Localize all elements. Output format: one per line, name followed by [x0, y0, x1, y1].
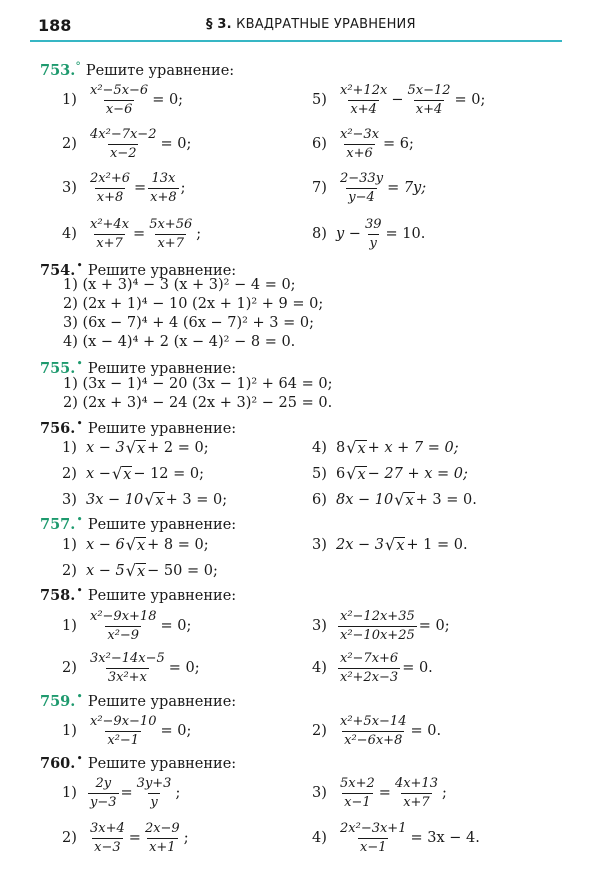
- problem-757-item-1: 1) x − 6 √ x + 8 = 0;: [62, 535, 209, 554]
- problem-755-header: [40, 357, 236, 377]
- problem-instruction: Решите уравнение:: [85, 63, 235, 79]
- problem-753-item-3: 3) $\frac{\text{2x²+6}}{x+8}$ = $\frac{13x}{x+8}$ ;: [62, 170, 186, 205]
- problem-756-item-5: 5) 6 √ x − 27 + x = 0;: [312, 464, 468, 483]
- problem-753-item-5: 5) $\frac{\text{x²+12x}}{x+4}$ − $\frac{5x-12}{x+4}$ = 0;: [312, 82, 486, 117]
- problem-756-item-6: 6) 8x − 10 √ x + 3 = 0.: [312, 490, 477, 509]
- problem-instruction: Решите уравнение:: [87, 694, 237, 710]
- problem-758-item-3: 3) $\frac{\text{x²−12x+35}}{\text{x²−10x+25}}$ = 0;: [312, 608, 450, 643]
- problem-753-item-2: 2) $\frac{\text{4x²−7x−2}}{x-2}$ = 0;: [62, 126, 192, 161]
- problem-755-item-2: 2) (2x + 3)⁴ − 24 (2x + 3)² − 25 = 0.: [63, 395, 333, 411]
- problem-instruction: Решите уравнение:: [87, 517, 237, 533]
- problem-number: 758.: [40, 587, 76, 604]
- problem-mark: °: [75, 60, 81, 73]
- problem-754-item-2: 2) (2x + 1)⁴ − 10 (2x + 1)² + 9 = 0;: [63, 296, 324, 312]
- problem-number: 757.: [40, 516, 76, 533]
- problem-760-header: [40, 752, 236, 772]
- problem-756-item-4: 4) 8 √ x + x + 7 = 0;: [312, 438, 459, 457]
- problem-756-item-3: 3) 3x − 10 √ x + 3 = 0;: [62, 490, 228, 509]
- problem-instruction: Решите уравнение:: [87, 588, 237, 604]
- page-number: 188: [38, 16, 72, 35]
- problem-760-item-4: 4) $\frac{\text{2x²−3x+1}}{x-1}$ = 3x − 4.: [312, 820, 480, 855]
- problem-number: 753.: [40, 62, 76, 79]
- problem-757-item-2: 2) x − 5 √ x − 50 = 0;: [62, 561, 218, 580]
- problem-757-item-3: 3) 2x − 3 √ x + 1 = 0.: [312, 535, 468, 554]
- problem-759-item-2: 2) $\frac{\text{x²+5x−14}}{\text{x²−6x+8}}$ = 0.: [312, 713, 442, 748]
- problem-mark: •: [76, 513, 83, 526]
- problem-753-item-4: 4) $\frac{\text{x²+4x}}{x+7}$ = $\frac{5x+56}{x+7}$ ;: [62, 216, 202, 251]
- problem-mark: •: [76, 584, 83, 597]
- problem-756-header: [40, 417, 236, 437]
- problem-755-item-1: 1) (3x − 1)⁴ − 20 (3x − 1)² + 64 = 0;: [63, 376, 333, 392]
- problem-number: 760.: [40, 755, 76, 772]
- section-title-text: КВАДРАТНЫЕ УРАВНЕНИЯ: [236, 17, 416, 32]
- header-rule: [30, 40, 562, 42]
- problem-753-item-8: 8) y − $\frac{39}{y}$ = 10.: [312, 216, 426, 251]
- problem-754-item-3: 3) (6x − 7)⁴ + 4 (6x − 7)² + 3 = 0;: [63, 315, 315, 331]
- section-mark: § 3.: [206, 17, 232, 32]
- problem-mark: •: [76, 259, 83, 272]
- problem-760-item-1: 1) $\frac{2y}{y-3}$ = $\frac{3y+3}{y}$ ;: [62, 775, 181, 810]
- problem-mark: •: [76, 752, 83, 765]
- problem-number: 754.: [40, 262, 76, 279]
- section-title: [206, 17, 416, 32]
- problem-758-item-2: 2) $\frac{\text{3x²−14x−5}}{\text{3x²+x}}$ = 0;: [62, 650, 200, 685]
- problem-756-item-2: 2) x − √ x − 12 = 0;: [62, 464, 205, 483]
- problem-758-item-1: 1) $\frac{\text{x²−9x+18}}{\text{x²−9}}$ = 0;: [62, 608, 192, 643]
- page-header: [30, 14, 562, 42]
- problem-mark: •: [76, 357, 83, 370]
- problem-756-item-1: 1) x − 3 √ x + 2 = 0;: [62, 438, 209, 457]
- problem-mark: •: [76, 417, 83, 430]
- problem-759-item-1: 1) $\frac{\text{x²−9x−10}}{\text{x²−1}}$ = 0;: [62, 713, 192, 748]
- problem-757-header: [40, 513, 236, 533]
- problem-number: 756.: [40, 420, 76, 437]
- problem-instruction: Решите уравнение:: [87, 361, 237, 377]
- problem-753-header: [40, 60, 234, 79]
- problem-instruction: Решите уравнение:: [87, 263, 237, 279]
- problem-760-item-2: 2) $\frac{3x+4}{x-3}$ = $\frac{2x-9}{x+1}$ ;: [62, 820, 189, 855]
- problem-753-item-7: 7) $\frac{2-33y}{y-4}$ = 7y;: [312, 170, 427, 205]
- problem-instruction: Решите уравнение:: [87, 756, 237, 772]
- problem-758-item-4: 4) $\frac{\text{x²−7x+6}}{\text{x²+2x−3}}$ = 0.: [312, 650, 433, 685]
- problem-754-item-1: 1) (x + 3)⁴ − 3 (x + 3)² − 4 = 0;: [63, 277, 296, 293]
- problem-753-item-1: 1) $\frac{\text{x²−5x−6}}{x-6}$ = 0;: [62, 82, 184, 117]
- problem-mark: •: [76, 690, 83, 703]
- problem-instruction: Решите уравнение:: [87, 421, 237, 437]
- problem-number: 755.: [40, 360, 76, 377]
- problem-number: 759.: [40, 693, 76, 710]
- problem-754-item-4: 4) (x − 4)⁴ + 2 (x − 4)² − 8 = 0.: [63, 334, 296, 350]
- problem-758-header: [40, 584, 236, 604]
- problem-760-item-3: 3) $\frac{5x+2}{x-1}$ = $\frac{4x+13}{x+7}$ ;: [312, 775, 447, 810]
- problem-759-header: [40, 690, 236, 710]
- problem-753-item-6: 6) $\frac{\text{x²−3x}}{x+6}$ = 6;: [312, 126, 414, 161]
